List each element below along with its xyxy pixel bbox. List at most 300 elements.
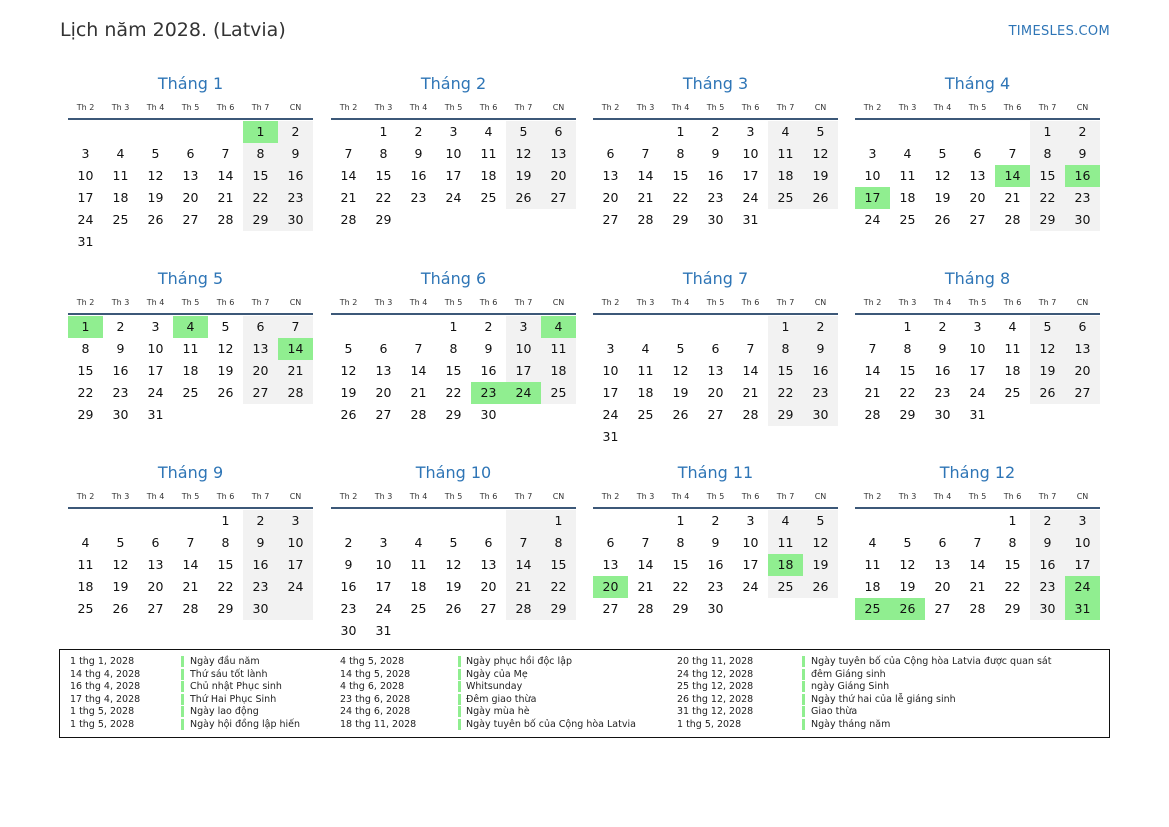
day-cell[interactable]: 17 — [1074, 557, 1091, 572]
day-cell[interactable]: 3 — [746, 513, 755, 528]
day-cell[interactable]: 31 — [77, 234, 94, 249]
day-cell[interactable]: 18 — [550, 363, 567, 378]
day-cell[interactable]: 11 — [899, 168, 916, 183]
day-cell[interactable]: 5 — [344, 341, 353, 356]
holiday-day-cell[interactable]: 1 — [68, 316, 103, 338]
day-cell[interactable]: 7 — [186, 535, 195, 550]
day-cell[interactable]: 27 — [602, 212, 619, 227]
day-cell[interactable]: 20 — [1074, 363, 1091, 378]
day-cell[interactable]: 3 — [746, 124, 755, 139]
day-cell[interactable]: 29 — [252, 212, 269, 227]
day-cell[interactable]: 27 — [550, 190, 567, 205]
day-cell[interactable]: 9 — [291, 146, 300, 161]
site-link[interactable]: TIMESLES.COM — [1008, 24, 1110, 39]
day-cell[interactable]: 5 — [221, 319, 230, 334]
day-cell[interactable]: 23 — [707, 579, 724, 594]
day-cell[interactable]: 26 — [147, 212, 164, 227]
day-cell[interactable]: 16 — [340, 579, 357, 594]
day-cell[interactable]: 24 — [864, 212, 881, 227]
day-cell[interactable]: 24 — [147, 385, 164, 400]
day-cell[interactable]: 10 — [602, 363, 619, 378]
day-cell[interactable]: 8 — [676, 535, 685, 550]
day-cell[interactable]: 28 — [969, 601, 986, 616]
day-cell[interactable]: 23 — [1039, 579, 1056, 594]
day-cell[interactable]: 17 — [147, 363, 164, 378]
day-cell[interactable]: 31 — [969, 407, 986, 422]
day-cell[interactable]: 15 — [672, 168, 689, 183]
day-cell[interactable]: 10 — [147, 341, 164, 356]
day-cell[interactable]: 16 — [934, 363, 951, 378]
day-cell[interactable]: 28 — [864, 407, 881, 422]
day-cell[interactable]: 11 — [410, 557, 427, 572]
day-cell[interactable]: 2 — [116, 319, 125, 334]
day-cell[interactable]: 13 — [602, 168, 619, 183]
day-cell[interactable]: 2 — [711, 124, 720, 139]
day-cell[interactable]: 14 — [410, 363, 427, 378]
day-cell[interactable]: 18 — [112, 190, 129, 205]
day-cell[interactable]: 18 — [864, 579, 881, 594]
day-cell[interactable]: 16 — [707, 557, 724, 572]
day-cell[interactable]: 24 — [742, 190, 759, 205]
day-cell[interactable]: 9 — [116, 341, 125, 356]
day-cell[interactable]: 30 — [287, 212, 304, 227]
day-cell[interactable]: 22 — [672, 190, 689, 205]
day-cell[interactable]: 16 — [480, 363, 497, 378]
day-cell[interactable]: 1 — [676, 124, 685, 139]
day-cell[interactable]: 15 — [899, 363, 916, 378]
day-cell[interactable]: 2 — [344, 535, 353, 550]
day-cell[interactable]: 21 — [637, 190, 654, 205]
day-cell[interactable]: 5 — [903, 535, 912, 550]
holiday-day-cell[interactable]: 14 — [995, 165, 1030, 187]
day-cell[interactable]: 12 — [217, 341, 234, 356]
day-cell[interactable]: 23 — [934, 385, 951, 400]
day-cell[interactable]: 9 — [1078, 146, 1087, 161]
day-cell[interactable]: 28 — [637, 601, 654, 616]
day-cell[interactable]: 21 — [515, 579, 532, 594]
day-cell[interactable]: 16 — [410, 168, 427, 183]
day-cell[interactable]: 8 — [256, 146, 265, 161]
day-cell[interactable]: 15 — [252, 168, 269, 183]
day-cell[interactable]: 7 — [344, 146, 353, 161]
day-cell[interactable]: 20 — [934, 579, 951, 594]
day-cell[interactable]: 11 — [480, 146, 497, 161]
day-cell[interactable]: 1 — [781, 319, 790, 334]
day-cell[interactable]: 27 — [375, 407, 392, 422]
day-cell[interactable]: 9 — [711, 146, 720, 161]
day-cell[interactable]: 25 — [1004, 385, 1021, 400]
day-cell[interactable]: 8 — [379, 146, 388, 161]
day-cell[interactable]: 27 — [969, 212, 986, 227]
day-cell[interactable]: 30 — [340, 623, 357, 638]
day-cell[interactable]: 3 — [973, 319, 982, 334]
day-cell[interactable]: 20 — [147, 579, 164, 594]
day-cell[interactable]: 28 — [217, 212, 234, 227]
day-cell[interactable]: 12 — [147, 168, 164, 183]
day-cell[interactable]: 11 — [777, 146, 794, 161]
day-cell[interactable]: 21 — [410, 385, 427, 400]
day-cell[interactable]: 8 — [221, 535, 230, 550]
day-cell[interactable]: 9 — [344, 557, 353, 572]
day-cell[interactable]: 2 — [816, 319, 825, 334]
day-cell[interactable]: 3 — [1078, 513, 1087, 528]
day-cell[interactable]: 19 — [112, 579, 129, 594]
day-cell[interactable]: 14 — [637, 168, 654, 183]
day-cell[interactable]: 29 — [899, 407, 916, 422]
day-cell[interactable]: 22 — [672, 579, 689, 594]
holiday-day-cell[interactable]: 26 — [890, 598, 925, 620]
day-cell[interactable]: 28 — [287, 385, 304, 400]
day-cell[interactable]: 1 — [903, 319, 912, 334]
day-cell[interactable]: 5 — [676, 341, 685, 356]
day-cell[interactable]: 1 — [1043, 124, 1052, 139]
day-cell[interactable]: 7 — [641, 146, 650, 161]
day-cell[interactable]: 4 — [868, 535, 877, 550]
day-cell[interactable]: 25 — [410, 601, 427, 616]
day-cell[interactable]: 15 — [777, 363, 794, 378]
day-cell[interactable]: 12 — [445, 557, 462, 572]
day-cell[interactable]: 6 — [256, 319, 265, 334]
day-cell[interactable]: 5 — [938, 146, 947, 161]
day-cell[interactable]: 21 — [864, 385, 881, 400]
day-cell[interactable]: 27 — [934, 601, 951, 616]
day-cell[interactable]: 29 — [550, 601, 567, 616]
day-cell[interactable]: 28 — [182, 601, 199, 616]
day-cell[interactable]: 11 — [77, 557, 94, 572]
day-cell[interactable]: 22 — [777, 385, 794, 400]
day-cell[interactable]: 14 — [515, 557, 532, 572]
day-cell[interactable]: 19 — [515, 168, 532, 183]
day-cell[interactable]: 16 — [112, 363, 129, 378]
day-cell[interactable]: 16 — [812, 363, 829, 378]
day-cell[interactable]: 4 — [641, 341, 650, 356]
day-cell[interactable]: 15 — [375, 168, 392, 183]
day-cell[interactable]: 5 — [449, 535, 458, 550]
day-cell[interactable]: 31 — [742, 212, 759, 227]
day-cell[interactable]: 31 — [147, 407, 164, 422]
holiday-day-cell[interactable]: 25 — [855, 598, 890, 620]
day-cell[interactable]: 26 — [112, 601, 129, 616]
day-cell[interactable]: 2 — [711, 513, 720, 528]
day-cell[interactable]: 15 — [1039, 168, 1056, 183]
day-cell[interactable]: 14 — [742, 363, 759, 378]
day-cell[interactable]: 5 — [519, 124, 528, 139]
day-cell[interactable]: 8 — [676, 146, 685, 161]
day-cell[interactable]: 26 — [934, 212, 951, 227]
day-cell[interactable]: 19 — [1039, 363, 1056, 378]
day-cell[interactable]: 20 — [602, 190, 619, 205]
day-cell[interactable]: 27 — [480, 601, 497, 616]
day-cell[interactable]: 25 — [899, 212, 916, 227]
day-cell[interactable]: 2 — [1043, 513, 1052, 528]
day-cell[interactable]: 12 — [899, 557, 916, 572]
day-cell[interactable]: 25 — [480, 190, 497, 205]
day-cell[interactable]: 14 — [217, 168, 234, 183]
day-cell[interactable]: 5 — [151, 146, 160, 161]
day-cell[interactable]: 12 — [515, 146, 532, 161]
day-cell[interactable]: 13 — [934, 557, 951, 572]
day-cell[interactable]: 22 — [375, 190, 392, 205]
day-cell[interactable]: 20 — [182, 190, 199, 205]
day-cell[interactable]: 22 — [77, 385, 94, 400]
day-cell[interactable]: 7 — [291, 319, 300, 334]
day-cell[interactable]: 9 — [414, 146, 423, 161]
day-cell[interactable]: 26 — [217, 385, 234, 400]
day-cell[interactable]: 12 — [112, 557, 129, 572]
day-cell[interactable]: 8 — [1043, 146, 1052, 161]
day-cell[interactable]: 1 — [1008, 513, 1017, 528]
day-cell[interactable]: 16 — [252, 557, 269, 572]
day-cell[interactable]: 4 — [781, 124, 790, 139]
day-cell[interactable]: 17 — [445, 168, 462, 183]
day-cell[interactable]: 10 — [287, 535, 304, 550]
day-cell[interactable]: 1 — [449, 319, 458, 334]
day-cell[interactable]: 13 — [375, 363, 392, 378]
day-cell[interactable]: 18 — [637, 385, 654, 400]
day-cell[interactable]: 29 — [77, 407, 94, 422]
day-cell[interactable]: 3 — [379, 535, 388, 550]
day-cell[interactable]: 24 — [445, 190, 462, 205]
day-cell[interactable]: 22 — [899, 385, 916, 400]
day-cell[interactable]: 5 — [116, 535, 125, 550]
day-cell[interactable]: 19 — [445, 579, 462, 594]
day-cell[interactable]: 8 — [554, 535, 563, 550]
day-cell[interactable]: 17 — [742, 557, 759, 572]
day-cell[interactable]: 24 — [742, 579, 759, 594]
day-cell[interactable]: 10 — [742, 146, 759, 161]
day-cell[interactable]: 9 — [484, 341, 493, 356]
day-cell[interactable]: 11 — [550, 341, 567, 356]
day-cell[interactable]: 23 — [1074, 190, 1091, 205]
day-cell[interactable]: 20 — [707, 385, 724, 400]
day-cell[interactable]: 6 — [1078, 319, 1087, 334]
day-cell[interactable]: 7 — [519, 535, 528, 550]
day-cell[interactable]: 26 — [812, 190, 829, 205]
day-cell[interactable]: 4 — [414, 535, 423, 550]
day-cell[interactable]: 26 — [812, 579, 829, 594]
day-cell[interactable]: 4 — [903, 146, 912, 161]
day-cell[interactable]: 21 — [969, 579, 986, 594]
day-cell[interactable]: 6 — [973, 146, 982, 161]
day-cell[interactable]: 19 — [147, 190, 164, 205]
day-cell[interactable]: 13 — [1074, 341, 1091, 356]
day-cell[interactable]: 23 — [707, 190, 724, 205]
day-cell[interactable]: 25 — [777, 579, 794, 594]
day-cell[interactable]: 22 — [217, 579, 234, 594]
day-cell[interactable]: 14 — [637, 557, 654, 572]
day-cell[interactable]: 30 — [812, 407, 829, 422]
day-cell[interactable]: 22 — [252, 190, 269, 205]
day-cell[interactable]: 3 — [868, 146, 877, 161]
day-cell[interactable]: 27 — [602, 601, 619, 616]
day-cell[interactable]: 18 — [1004, 363, 1021, 378]
day-cell[interactable]: 21 — [742, 385, 759, 400]
day-cell[interactable]: 11 — [637, 363, 654, 378]
day-cell[interactable]: 31 — [375, 623, 392, 638]
day-cell[interactable]: 24 — [77, 212, 94, 227]
day-cell[interactable]: 10 — [969, 341, 986, 356]
day-cell[interactable]: 12 — [934, 168, 951, 183]
day-cell[interactable]: 16 — [707, 168, 724, 183]
day-cell[interactable]: 12 — [672, 363, 689, 378]
day-cell[interactable]: 31 — [602, 429, 619, 444]
day-cell[interactable]: 29 — [672, 601, 689, 616]
day-cell[interactable]: 30 — [480, 407, 497, 422]
day-cell[interactable]: 26 — [340, 407, 357, 422]
day-cell[interactable]: 6 — [711, 341, 720, 356]
day-cell[interactable]: 22 — [550, 579, 567, 594]
holiday-day-cell[interactable]: 4 — [541, 316, 576, 338]
day-cell[interactable]: 2 — [291, 124, 300, 139]
day-cell[interactable]: 20 — [969, 190, 986, 205]
holiday-day-cell[interactable]: 16 — [1065, 165, 1100, 187]
holiday-day-cell[interactable]: 4 — [173, 316, 208, 338]
day-cell[interactable]: 28 — [637, 212, 654, 227]
day-cell[interactable]: 21 — [637, 579, 654, 594]
day-cell[interactable]: 3 — [519, 319, 528, 334]
day-cell[interactable]: 29 — [672, 212, 689, 227]
day-cell[interactable]: 18 — [410, 579, 427, 594]
day-cell[interactable]: 27 — [182, 212, 199, 227]
day-cell[interactable]: 12 — [812, 535, 829, 550]
day-cell[interactable]: 10 — [445, 146, 462, 161]
day-cell[interactable]: 13 — [969, 168, 986, 183]
day-cell[interactable]: 9 — [711, 535, 720, 550]
day-cell[interactable]: 30 — [1039, 601, 1056, 616]
day-cell[interactable]: 11 — [112, 168, 129, 183]
day-cell[interactable]: 6 — [379, 341, 388, 356]
day-cell[interactable]: 14 — [969, 557, 986, 572]
holiday-day-cell[interactable]: 17 — [855, 187, 890, 209]
day-cell[interactable]: 29 — [375, 212, 392, 227]
day-cell[interactable]: 21 — [217, 190, 234, 205]
day-cell[interactable]: 20 — [375, 385, 392, 400]
day-cell[interactable]: 23 — [252, 579, 269, 594]
day-cell[interactable]: 3 — [449, 124, 458, 139]
day-cell[interactable]: 17 — [515, 363, 532, 378]
day-cell[interactable]: 25 — [112, 212, 129, 227]
day-cell[interactable]: 6 — [186, 146, 195, 161]
day-cell[interactable]: 17 — [742, 168, 759, 183]
day-cell[interactable]: 15 — [672, 557, 689, 572]
day-cell[interactable]: 19 — [340, 385, 357, 400]
day-cell[interactable]: 24 — [287, 579, 304, 594]
day-cell[interactable]: 14 — [340, 168, 357, 183]
day-cell[interactable]: 4 — [781, 513, 790, 528]
day-cell[interactable]: 21 — [340, 190, 357, 205]
day-cell[interactable]: 26 — [1039, 385, 1056, 400]
day-cell[interactable]: 25 — [777, 190, 794, 205]
day-cell[interactable]: 19 — [812, 557, 829, 572]
day-cell[interactable]: 7 — [641, 535, 650, 550]
holiday-day-cell[interactable]: 1 — [243, 121, 278, 143]
day-cell[interactable]: 1 — [221, 513, 230, 528]
day-cell[interactable]: 28 — [340, 212, 357, 227]
day-cell[interactable]: 25 — [182, 385, 199, 400]
day-cell[interactable]: 4 — [116, 146, 125, 161]
day-cell[interactable]: 21 — [182, 579, 199, 594]
day-cell[interactable]: 14 — [182, 557, 199, 572]
day-cell[interactable]: 23 — [287, 190, 304, 205]
day-cell[interactable]: 2 — [1078, 124, 1087, 139]
day-cell[interactable]: 9 — [1043, 535, 1052, 550]
day-cell[interactable]: 6 — [606, 535, 615, 550]
day-cell[interactable]: 10 — [742, 535, 759, 550]
day-cell[interactable]: 16 — [1039, 557, 1056, 572]
day-cell[interactable]: 17 — [375, 579, 392, 594]
day-cell[interactable]: 29 — [1004, 601, 1021, 616]
day-cell[interactable]: 29 — [445, 407, 462, 422]
day-cell[interactable]: 6 — [151, 535, 160, 550]
day-cell[interactable]: 7 — [746, 341, 755, 356]
day-cell[interactable]: 7 — [1008, 146, 1017, 161]
day-cell[interactable]: 13 — [550, 146, 567, 161]
day-cell[interactable]: 22 — [1039, 190, 1056, 205]
day-cell[interactable]: 3 — [606, 341, 615, 356]
day-cell[interactable]: 5 — [816, 124, 825, 139]
day-cell[interactable]: 26 — [672, 407, 689, 422]
day-cell[interactable]: 29 — [1039, 212, 1056, 227]
day-cell[interactable]: 6 — [554, 124, 563, 139]
day-cell[interactable]: 20 — [550, 168, 567, 183]
day-cell[interactable]: 17 — [969, 363, 986, 378]
day-cell[interactable]: 9 — [256, 535, 265, 550]
day-cell[interactable]: 26 — [445, 601, 462, 616]
day-cell[interactable]: 23 — [410, 190, 427, 205]
day-cell[interactable]: 28 — [1004, 212, 1021, 227]
day-cell[interactable]: 23 — [112, 385, 129, 400]
day-cell[interactable]: 13 — [182, 168, 199, 183]
day-cell[interactable]: 11 — [1004, 341, 1021, 356]
day-cell[interactable]: 15 — [1004, 557, 1021, 572]
day-cell[interactable]: 8 — [1008, 535, 1017, 550]
day-cell[interactable]: 14 — [864, 363, 881, 378]
day-cell[interactable]: 16 — [287, 168, 304, 183]
day-cell[interactable]: 8 — [781, 341, 790, 356]
day-cell[interactable]: 5 — [816, 513, 825, 528]
day-cell[interactable]: 30 — [707, 601, 724, 616]
day-cell[interactable]: 26 — [515, 190, 532, 205]
day-cell[interactable]: 24 — [602, 407, 619, 422]
day-cell[interactable]: 30 — [707, 212, 724, 227]
day-cell[interactable]: 27 — [147, 601, 164, 616]
holiday-day-cell[interactable]: 24 — [1065, 576, 1100, 598]
day-cell[interactable]: 27 — [1074, 385, 1091, 400]
day-cell[interactable]: 27 — [707, 407, 724, 422]
day-cell[interactable]: 25 — [77, 601, 94, 616]
day-cell[interactable]: 7 — [973, 535, 982, 550]
day-cell[interactable]: 15 — [445, 363, 462, 378]
day-cell[interactable]: 2 — [484, 319, 493, 334]
day-cell[interactable]: 4 — [484, 124, 493, 139]
day-cell[interactable]: 2 — [938, 319, 947, 334]
day-cell[interactable]: 5 — [1043, 319, 1052, 334]
day-cell[interactable]: 25 — [637, 407, 654, 422]
day-cell[interactable]: 27 — [252, 385, 269, 400]
day-cell[interactable]: 30 — [1074, 212, 1091, 227]
day-cell[interactable]: 28 — [515, 601, 532, 616]
day-cell[interactable]: 12 — [1039, 341, 1056, 356]
day-cell[interactable]: 11 — [777, 535, 794, 550]
day-cell[interactable]: 10 — [515, 341, 532, 356]
day-cell[interactable]: 28 — [410, 407, 427, 422]
day-cell[interactable]: 4 — [81, 535, 90, 550]
day-cell[interactable]: 24 — [375, 601, 392, 616]
holiday-day-cell[interactable]: 18 — [768, 554, 803, 576]
day-cell[interactable]: 22 — [445, 385, 462, 400]
day-cell[interactable]: 15 — [217, 557, 234, 572]
day-cell[interactable]: 9 — [938, 341, 947, 356]
